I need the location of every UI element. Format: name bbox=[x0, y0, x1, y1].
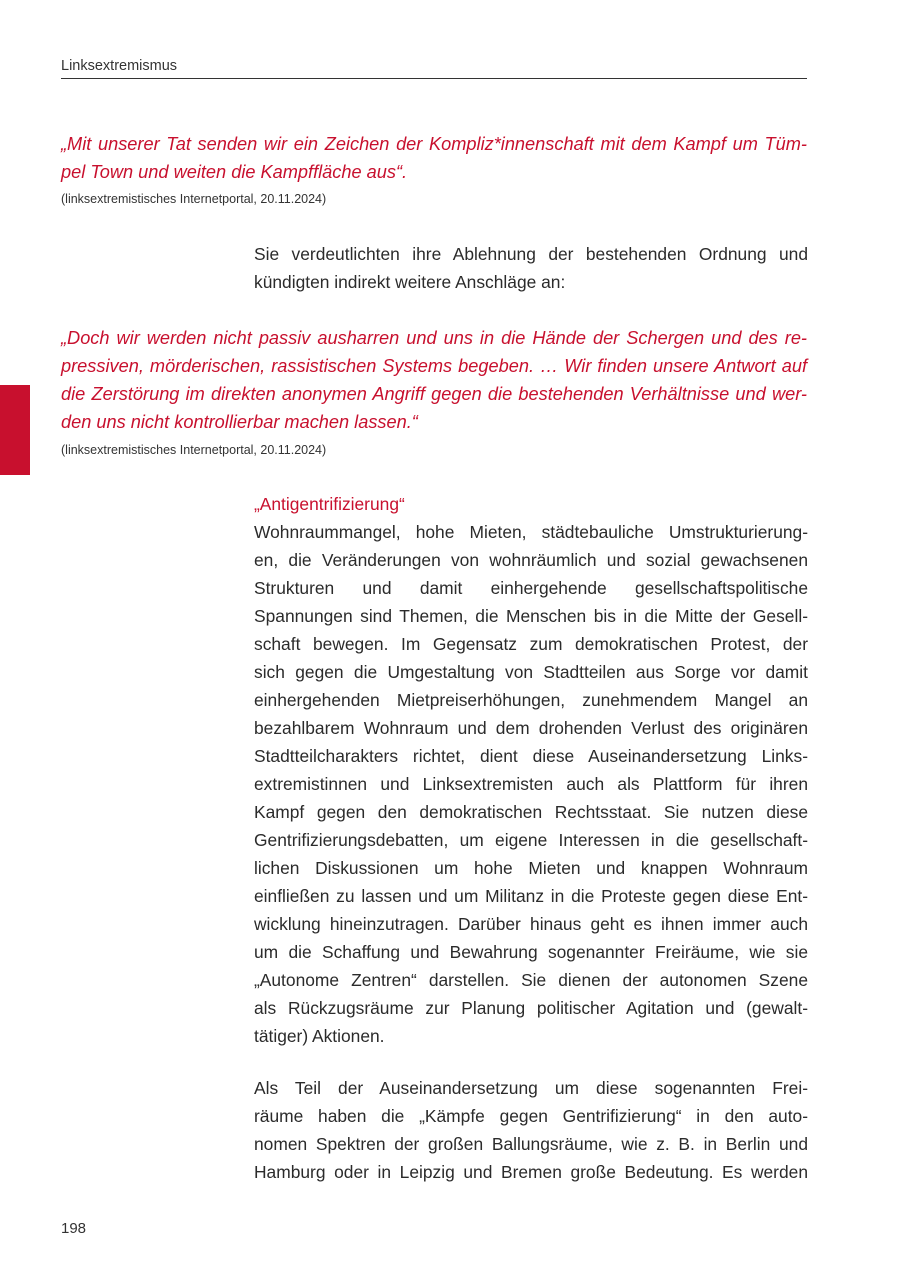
text-line: lichen Diskussionen um hohe Mieten und knappen Wohnraum bbox=[254, 858, 808, 878]
quote-source-2: (linksextremistisches Internetportal, 20.11.2024) bbox=[61, 443, 327, 457]
text-line: nomen Spektren der großen Ballungsräume, wie z. B. in Berlin und bbox=[254, 1134, 808, 1154]
text-line: um die Schaffung und Bewahrung sogenannter Freiräume, wie sie bbox=[254, 942, 808, 962]
text-line: einfließen zu lassen und um Militanz in die Proteste gegen diese Ent- bbox=[254, 886, 808, 906]
quote-block-2 bbox=[61, 324, 807, 436]
text-line: Strukturen und damit einhergehende gesellschaftspolitische bbox=[254, 578, 808, 598]
text-line: Kampf gegen den demokratischen Rechtsstaat. Sie nutzen diese bbox=[254, 802, 808, 822]
page-number: 198 bbox=[61, 1220, 87, 1237]
quote-line: „Mit unserer Tat senden wir ein Zeichen der Kompliz*innenschaft mit dem Kampf um Tüm- bbox=[61, 134, 807, 154]
intro-paragraph bbox=[254, 240, 808, 296]
text-line: tätiger) Aktionen. bbox=[254, 1026, 385, 1046]
quote-line: die Zerstörung im direkten anonymen Angriff gegen die bestehenden Verhältnisse und wer- bbox=[61, 384, 807, 404]
running-head: Linksextremismus bbox=[61, 58, 807, 79]
text-line: Als Teil der Auseinandersetzung um diese sogenannten Frei- bbox=[254, 1078, 808, 1098]
section-title: „Antigentrifizierung“ bbox=[254, 494, 405, 514]
text-line: kündigten indirekt weitere Anschläge an: bbox=[254, 272, 566, 292]
quote-line: pressiven, mörderischen, rassistischen Systems begeben. … Wir finden unsere Antwort auf bbox=[61, 356, 807, 376]
text-line: Gentrifizierungsdebatten, um eigene Interessen in die gesellschaft- bbox=[254, 830, 808, 850]
section-marker bbox=[0, 385, 30, 475]
quote-line: den uns nicht kontrollierbar machen lassen.“ bbox=[61, 412, 418, 432]
text-line: Hamburg oder in Leipzig und Bremen große Bedeutung. Es werden bbox=[254, 1162, 808, 1182]
quote-line: pel Town und weiten die Kampffläche aus“. bbox=[61, 162, 408, 182]
text-line: sich gegen die Umgestaltung von Stadtteilen aus Sorge vor damit bbox=[254, 662, 808, 682]
text-line: Stadtteilcharakters richtet, dient diese Auseinandersetzung Links- bbox=[254, 746, 808, 766]
body-paragraph-1 bbox=[254, 518, 808, 1050]
text-line: räume haben die „Kämpfe gegen Gentrifizierung“ in den auto- bbox=[254, 1106, 808, 1126]
text-line: einhergehenden Mietpreiserhöhungen, zunehmendem Mangel an bbox=[254, 690, 808, 710]
text-line: Spannungen sind Themen, die Menschen bis in die Mitte der Gesell- bbox=[254, 606, 808, 626]
text-line: en, die Veränderungen von wohnräumlich und sozial gewachsenen bbox=[254, 550, 808, 570]
text-line: als Rückzugsräume zur Planung politischer Agitation und (gewalt- bbox=[254, 998, 808, 1018]
body-paragraph-2 bbox=[254, 1074, 808, 1186]
text-line: schaft bewegen. Im Gegensatz zum demokratischen Protest, der bbox=[254, 634, 808, 654]
text-line: extremistinnen und Linksextremisten auch als Plattform für ihren bbox=[254, 774, 808, 794]
text-line: Wohnraummangel, hohe Mieten, städtebauliche Umstrukturierung- bbox=[254, 522, 808, 542]
quote-block-1 bbox=[61, 130, 807, 186]
quote-source-1: (linksextremistisches Internetportal, 20.11.2024) bbox=[61, 192, 327, 206]
quote-line: „Doch wir werden nicht passiv ausharren und uns in die Hände der Schergen und des re- bbox=[61, 328, 807, 348]
text-line: „Autonome Zentren“ darstellen. Sie dienen der autonomen Szene bbox=[254, 970, 808, 990]
text-line: bezahlbarem Wohnraum und dem drohenden Verlust des originären bbox=[254, 718, 808, 738]
text-line: wicklung hineinzutragen. Darüber hinaus geht es ihnen immer auch bbox=[254, 914, 808, 934]
text-line: Sie verdeutlichten ihre Ablehnung der bestehenden Ordnung und bbox=[254, 244, 808, 264]
